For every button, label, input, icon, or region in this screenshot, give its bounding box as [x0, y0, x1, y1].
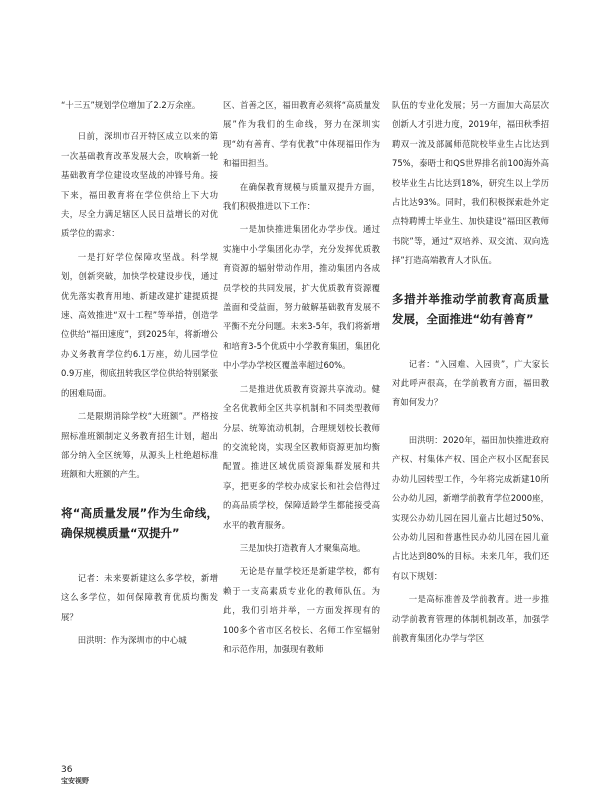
paragraph: 无论是存量学校还是新建学校，都有赖于一支高素质专业化的教师队伍。为此，我们引培并举，一方面发挥现有的100多个省市区名校长、名师工作室辐射和示范作用，加强现有教师 [223, 566, 380, 654]
paragraph: 一是打好学位保障攻坚战。科学规划，创新突破，加快学校建设步伐，通过优先落实教育用地、新建改建扩建提质提速、高效推进“双十工程”等举措，创造学位供给“福田速度”，到2025年，将新增公办义务教育学位约6.1万座，幼儿园学位0.9万座，彻底扭转我区学位供给特别紧张的困难局面。 [61, 251, 218, 398]
paragraph: “十三五”规划学位增加了2.2万余座。 [61, 100, 201, 110]
paragraph: 一是加快推进集团化办学步伐。通过实施中小学集团化办学，充分发挥优质教育资源的辐射带动作用，推动集团内各成员学校的共同发展，扩大优质教育资源覆盖面和受益面，努力破解基础教育发展不平衡不充分问题。未来3-5年，我们将新增和培育3-5个优质中小学教育集团，集团化中小学办学校区覆盖率超过60%。 [223, 224, 380, 371]
paragraph: 队伍的专业化发展；另一方面加大高层次创新人才引进力度，2019年，福田秋季招聘双一流及部属师范院校毕业生占比达到75%，泰晤士和QS世界排名前100海外高校毕业生占比达到18%，研究生以上学历占比达93%。同时，我们积极探索赴外定点特聘博士毕业生、加快建设“福田区教师书院”等，通过“双培养、双交流、双向选择”打造高端教育人才队伍。 [392, 100, 549, 266]
paragraph: 二是推进优质教育资源共享流动。健全名优教师全区共享机制和不同类型教师分层、统筹流动机制，合理规划校长教师的交流轮岗，实现全区教师资源更加均衡配置。推进区域优质资源集群发展和共享，把更多的学校办成家长和社会信得过的高品质学校，保障适龄学生都能接受高水平的教育服务。 [223, 383, 380, 530]
section-heading: 多措并举推动学前教育高质量发展，全面推进“幼有善育” [392, 291, 549, 326]
paragraph: 三是加快打造教育人才聚集高地。 [239, 542, 366, 553]
interviewer-question: 记者：未来要新建这么多学校，新增这么多学位，如何保障教育优质均衡发展？ [61, 572, 218, 622]
text-column-3 [392, 96, 549, 652]
text-column-1 [61, 96, 218, 654]
paragraph: 区、首善之区，福田教育必须将“高质量发展”作为我们的生命线，努力在深圳实现“幼有善育、学有优教”中体现福田作为和福田担当。 [223, 100, 380, 169]
paragraph: 田洪明：2020年，福田加快推进政府产权、村集体产权、国企产权小区配套民办幼儿园转型工作，今年将完成新建10所公办幼儿园，新增学前教育学位2000座，实现公办幼儿园在园儿童占比超过50%、公办幼儿园和普惠性民办幼儿园在园儿童占比达到80%的目标。未来几年，我们还有以下规划： [392, 434, 549, 581]
page-number: 36 [61, 765, 73, 775]
paragraph: 在确保教育规模与质量双提升方面，我们积极推进以下工作： [223, 181, 380, 212]
paragraph: 二是限期消除学校“大班额”。严格按照标准班额制定义务教育招生计划，超出部分纳入全区统筹，从源头上杜绝超标准班额和大班额的产生。 [61, 411, 218, 480]
magazine-logo: 宝安视野 [61, 777, 89, 785]
section-heading: 将“高质量发展”作为生命线，确保规模质量“双提升” [61, 505, 218, 540]
paragraph: 一是高标准普及学前教育。进一步推动学前教育管理的体制机制改革，加强学前教育集团化办学与学区 [392, 594, 549, 643]
text-column-2 [223, 96, 380, 663]
paragraph: 田洪明：作为深圳市的中心城 [77, 634, 187, 645]
interviewer-question: 记者：“入园难、入园贵”，广大家长对此呼声很高，在学前教育方面，福田教育如何发力？ [392, 358, 549, 408]
paragraph: 日前，深圳市召开特区成立以来的第一次基础教育改革发展大会，吹响新一轮基础教育学位建设攻坚战的冲锋号角。接下来，福田教育将在学位供给上下大功夫，尽全力满足辖区人民日益增长的对优质学位的需求： [61, 131, 218, 239]
